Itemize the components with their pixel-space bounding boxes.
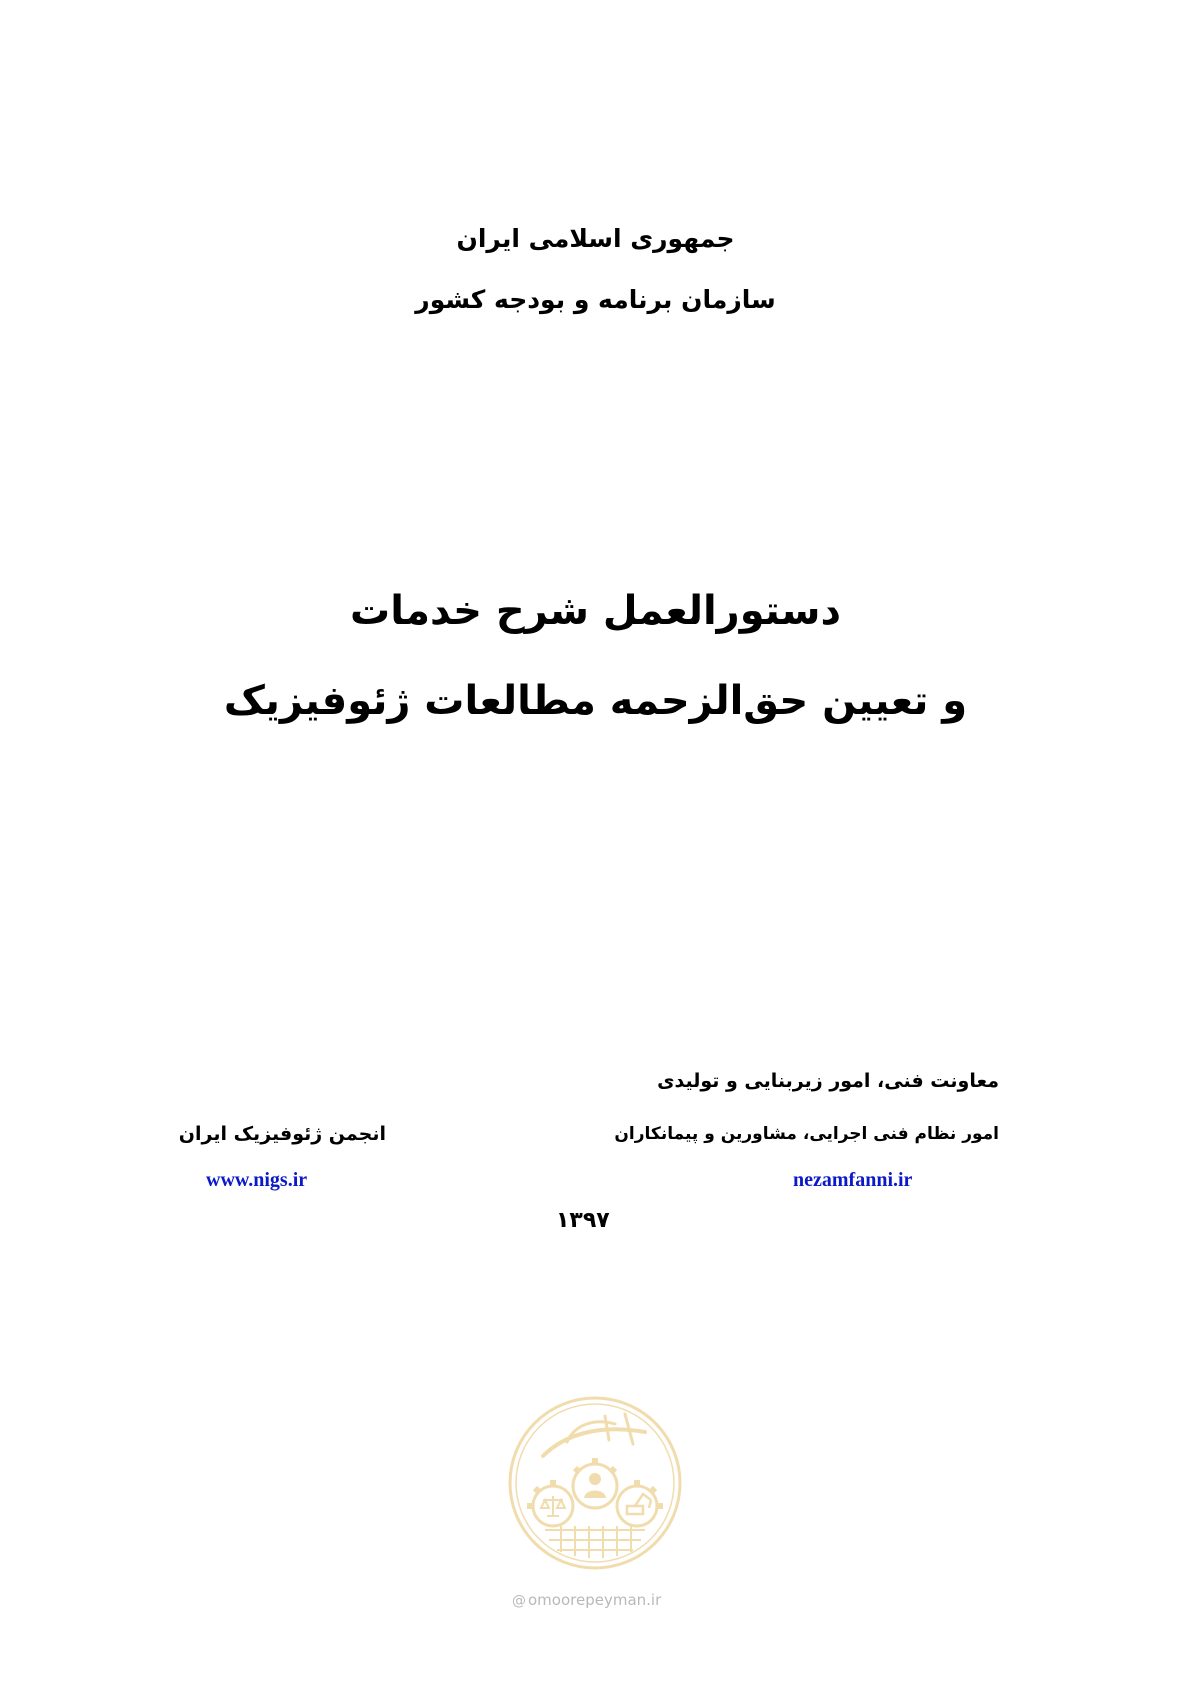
at-icon: @ — [512, 1593, 526, 1609]
deputy-name: معاونت فنی، امور زیربنایی و تولیدی — [657, 1070, 999, 1092]
header-organization-name: سازمان برنامه و بودجه کشور — [415, 285, 776, 314]
document-title-line-2: و تعیین حق‌الزحمه مطالعات ژئوفیزیک — [223, 678, 968, 724]
society-name: انجمن ژئوفیزیک ایران — [178, 1123, 386, 1145]
publication-year: ۱۳۹۷ — [556, 1208, 610, 1233]
affairs-website-link[interactable]: nezamfanni.ir — [793, 1169, 913, 1191]
affairs-name: امور نظام فنی اجرایی، مشاورین و پیمانکاران — [614, 1124, 999, 1144]
logo-emblem-icon — [505, 1394, 685, 1572]
watermark-logo — [505, 1394, 685, 1572]
watermark-url-text: omoorepeyman.ir — [528, 1591, 662, 1609]
document-title-line-1: دستورالعمل شرح خدمات — [350, 588, 841, 634]
society-website-link[interactable]: www.nigs.ir — [206, 1169, 308, 1191]
watermark-url — [512, 1591, 684, 1609]
header-country-name: جمهوری اسلامی ایران — [456, 224, 735, 253]
